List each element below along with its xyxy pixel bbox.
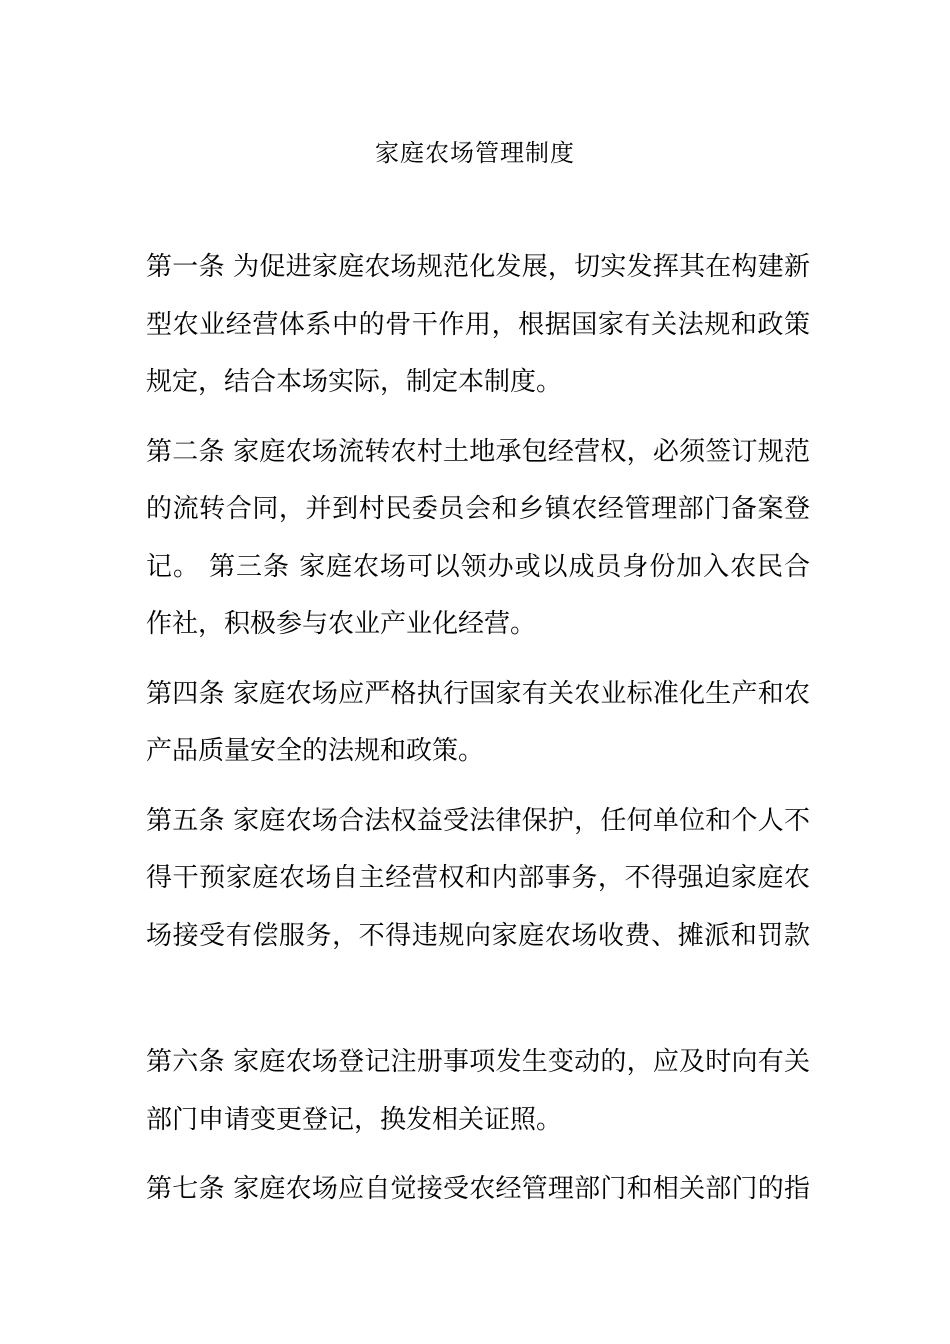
text-line: 第六条 家庭农场登记注册事项发生变动的，应及时向有关 <box>146 1047 810 1077</box>
text-line: 第五条 家庭农场合法权益受法律保护，任何单位和个人不 <box>146 806 810 836</box>
text-line: 记。 第三条 家庭农场可以领办或以成员身份加入农民合 <box>146 552 810 582</box>
text-line: 场接受有偿服务，不得违规向家庭农场收费、摊派和罚款 <box>146 921 810 951</box>
text-line: 第七条 家庭农场应自觉接受农经管理部门和相关部门的指 <box>146 1174 810 1204</box>
text-line: 第二条 家庭农场流转农村土地承包经营权，必须签订规范 <box>146 437 810 467</box>
text-line: 型农业经营体系中的骨干作用，根据国家有关法规和政策 <box>146 310 810 340</box>
document-title: 家庭农场管理制度 <box>375 139 575 167</box>
text-line: 得干预家庭农场自主经营权和内部事务，不得强迫家庭农 <box>146 863 810 893</box>
text-line: 第四条 家庭农场应严格执行国家有关农业标准化生产和农 <box>146 679 810 709</box>
text-line: 产品质量安全的法规和政策。 <box>146 736 485 766</box>
text-line: 作社，积极参与农业产业化经营。 <box>146 609 537 639</box>
text-line: 部门申请变更登记，换发相关证照。 <box>146 1105 563 1135</box>
text-line: 的流转合同，并到村民委员会和乡镇农经管理部门备案登 <box>146 494 810 524</box>
text-line: 规定，结合本场实际，制定本制度。 <box>146 367 563 397</box>
text-line: 第一条 为促进家庭农场规范化发展，切实发挥其在构建新 <box>146 252 810 282</box>
